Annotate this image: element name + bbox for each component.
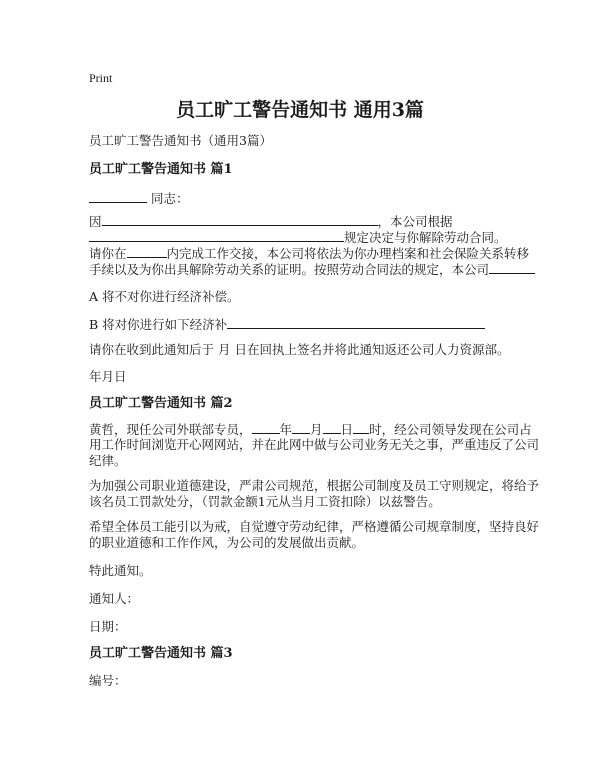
option-b-line — [89, 316, 485, 333]
regulation-line — [89, 229, 507, 246]
date-label: 日期： — [89, 619, 127, 634]
option-a: A 将不对你进行经济补偿。 — [89, 289, 240, 304]
document-subtitle: 员工旷工警告通知书（通用3篇） — [89, 133, 272, 148]
procedure-line — [89, 261, 535, 278]
incident-line-3: 纪律。 — [89, 453, 127, 468]
day-label: 日 — [340, 422, 354, 437]
reason-blank — [102, 213, 378, 226]
handover-line — [89, 245, 529, 262]
handover-blank — [127, 245, 167, 258]
notifier-label: 通知人： — [89, 591, 140, 606]
reason-suffix: ，本公司根据 — [377, 214, 453, 229]
incident-intro: 黄哲，现任公司外联部专员， — [89, 422, 252, 437]
option-b: B 将对你进行如下经济补 — [89, 317, 228, 332]
handover-suffix: 内完成工作交接，本公司将依法为你办理档案和社会保险关系转移 — [166, 246, 530, 261]
hour-blank — [353, 421, 369, 434]
month-blank — [292, 421, 310, 434]
penalty-line-2: 该名员工罚款处分，（罚款金额1元从当月工资扣除）以兹警告。 — [89, 494, 441, 509]
date-line: 年月日 — [89, 369, 127, 384]
compensation-blank — [227, 316, 485, 329]
closing: 特此通知。 — [89, 563, 152, 578]
procedure-text: 手续以及为你出具解除劳动关系的证明。按照劳动合同法的规定，本公司 — [89, 262, 490, 277]
name-blank — [89, 190, 147, 203]
penalty-line-1: 为加强公司职业道德建设，严肃公司规范，根据公司制度及员工守则规定，将给予 — [89, 478, 540, 493]
number-label: 编号： — [89, 673, 127, 688]
hope-line-1: 希望全体员工能引以为戒，自觉遵守劳动纪律，严格遵循公司规章制度，坚持良好 — [89, 519, 540, 534]
salutation-suffix: 同志： — [150, 191, 189, 206]
return-note: 请你在收到此通知后于 月 日在回执上签名并将此通知返还公司人力资源部。 — [89, 342, 510, 357]
month-label: 月 — [310, 422, 323, 437]
day-blank — [323, 421, 341, 434]
incident-line-2: 用工作时间浏览开心网网站，并在此网中做与公司业务无关之事，严重违反了公司 — [89, 437, 540, 452]
section3-heading: 员工旷工警告通知书 篇3 — [89, 646, 233, 661]
salutation-line — [89, 190, 189, 207]
hope-line-2: 的职业道德和工作作风，为公司的发展做出贡献。 — [89, 535, 365, 550]
section2-heading: 员工旷工警告通知书 篇2 — [89, 396, 233, 411]
print-label: Print — [89, 71, 113, 85]
procedure-blank — [489, 261, 535, 274]
page-title: 员工旷工警告通知书 通用3篇 — [176, 99, 424, 121]
year-blank — [252, 421, 280, 434]
handover-prefix: 请你在 — [89, 246, 127, 261]
reason-line — [89, 213, 453, 230]
incident-line-1 — [89, 421, 532, 438]
year-label: 年 — [279, 422, 293, 437]
regulation-blank — [89, 229, 344, 242]
section1-heading: 员工旷工警告通知书 篇1 — [89, 162, 233, 177]
incident-continuation: 时，经公司领导发现在公司占 — [369, 422, 532, 437]
reason-prefix: 因 — [89, 214, 102, 229]
regulation-suffix: 规定决定与你解除劳动合同。 — [344, 230, 507, 245]
